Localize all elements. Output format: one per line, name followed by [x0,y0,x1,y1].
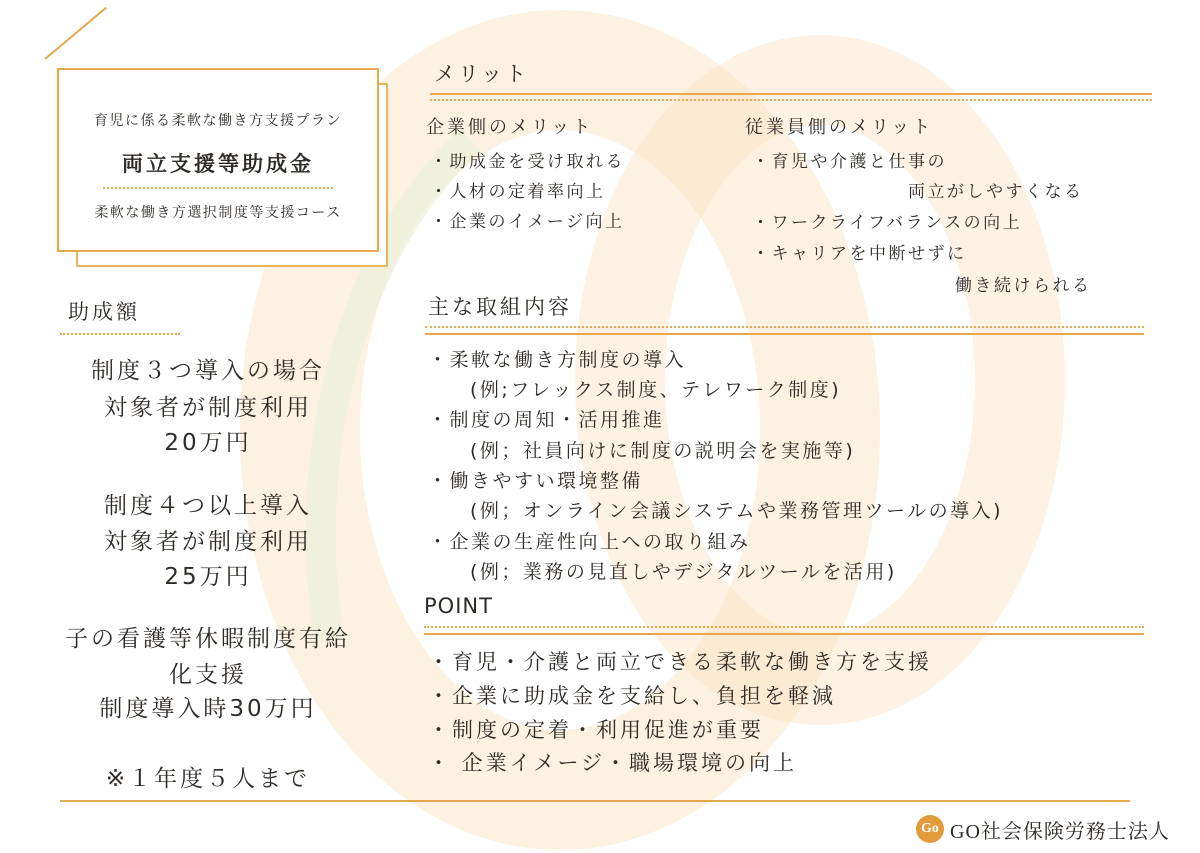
amount-heading-underline [60,333,180,335]
efforts-rule [425,333,1144,335]
company-merit-item: ・助成金を受け取れる [430,152,625,172]
amount-line: 対象者が制度利用 [104,529,312,555]
effort-item: ・制度の周知・活用推進 [428,409,665,431]
title-card-subtitle: 育児に係る柔軟な働き方支援プラン [94,113,342,129]
title-card-divider [103,187,333,189]
effort-example: (例；社員向けに制度の説明会を実施等) [470,440,856,462]
effort-item: ・柔軟な働き方制度の導入 [428,349,687,371]
company-merit-item: ・人材の定着率向上 [430,182,606,202]
effort-example: (例;フレックス制度、テレワーク制度) [470,379,842,401]
bottom-rule [60,800,1130,802]
efforts-heading: 主な取組内容 [428,295,572,319]
company-name: GO社会保険労務士法人 [950,821,1170,843]
employee-merit-item: 両立がしやすくなる [908,182,1084,202]
point-rule [424,633,1144,635]
title-card [57,68,379,252]
amount-line: 制度３つ導入の場合 [91,358,325,384]
amount-value: 25万円 [164,564,252,590]
amount-value: 制度導入時30万円 [99,696,317,722]
employee-merit-item: 働き続けられる [955,276,1092,296]
amount-heading: 助成額 [68,300,140,324]
merit-heading: メリット [434,62,530,86]
amount-line: 化支援 [169,662,247,688]
point-heading: POINT [424,594,493,618]
efforts-rule-dotted [425,326,1144,328]
point-item: ・制度の定着・利用促進が重要 [428,718,764,742]
title-card-title: 両立支援等助成金 [122,152,314,176]
employee-merit-heading: 従業員側のメリット [745,117,934,138]
amount-line: 制度４つ以上導入 [104,493,312,519]
company-merit-item: ・企業のイメージ向上 [430,212,625,232]
effort-item: ・働きやすい環境整備 [428,470,644,492]
employee-merit-item: ・ワークライフバランスの向上 [752,213,1023,233]
company-logo-icon: Go [916,815,944,843]
merit-rule-dotted [430,99,1152,101]
point-rule-dotted [424,626,1144,628]
point-item: ・育児・介護と両立できる柔軟な働き方を支援 [428,650,932,674]
amount-note: ※１年度５人まで [105,766,311,792]
employee-merit-item: ・キャリアを中断せずに [752,244,967,264]
title-card-course: 柔軟な働き方選択制度等支援コース [94,205,342,221]
point-item: ・企業に助成金を支給し、負担を軽減 [428,684,836,708]
company-merit-heading: 企業側のメリット [426,117,594,138]
point-item: ・ 企業イメージ・職場環境の向上 [428,751,798,775]
effort-example: (例；オンライン会議システムや業務管理ツールの導入) [470,500,1003,522]
employee-merit-item: ・育児や介護と仕事の [752,152,947,172]
amount-line: 対象者が制度利用 [104,395,312,421]
merit-rule [430,93,1152,95]
amount-value: 20万円 [164,430,252,456]
amount-line: 子の看護等休暇制度有給 [65,626,351,652]
effort-example: (例；業務の見直しやデジタルツールを活用) [470,561,897,583]
effort-item: ・企業の生産性向上への取り組み [428,531,751,553]
